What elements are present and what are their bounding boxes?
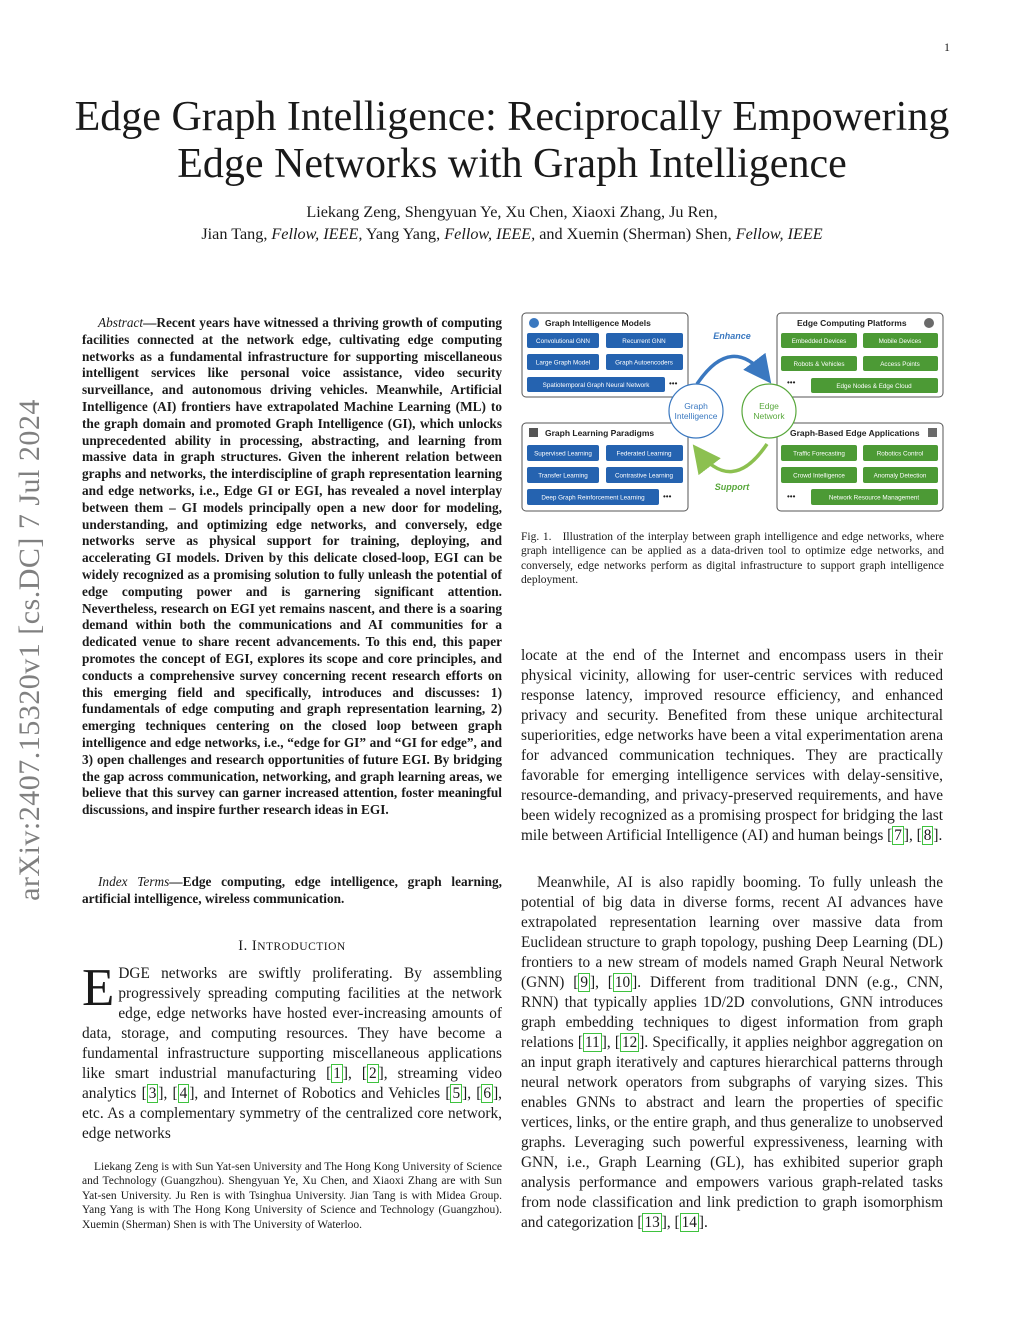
- svg-text:Network: Network: [753, 411, 785, 421]
- drop-cap: E: [82, 959, 115, 1017]
- citation-link[interactable]: 9: [580, 974, 588, 991]
- citation-link[interactable]: 5: [452, 1085, 461, 1102]
- citation-link[interactable]: 13: [644, 1214, 660, 1231]
- enhance-label: Enhance: [713, 331, 751, 341]
- figure-caption: [521, 530, 944, 588]
- citation-link[interactable]: 2: [368, 1065, 377, 1082]
- citation-link[interactable]: 1: [333, 1065, 341, 1082]
- svg-text:Edge: Edge: [759, 401, 779, 411]
- intro-paragraph: EDGE networks are swiftly proliferating. By assembling progressively spreading computing facilities at the network edge, edge networks have hosted ever-increasing amounts of data, storage, and computing resources. They have become a fundamental infrastructure supporting miscellaneous applications like smart industrial manufacturing [ 1 ], [ 2 ], streaming video analytics [ 3 ], [ 4 ], and Internet of Robotics and Vehicles [ 5 ], [ 6 ], etc. As a complementary symmetry of the centralized core network, edge networks: [82, 959, 502, 1142]
- panel-graph-intelligence-models: [522, 313, 688, 397]
- enhance-arrow: [697, 356, 767, 384]
- panel-title: Graph-Based Edge Applications: [790, 428, 920, 438]
- index-terms-text: —Edge computing, edge intelligence, graph learning, artificial intelligence, wireless communication.: [82, 874, 502, 906]
- box-label: Edge Nodes & Edge Cloud: [836, 383, 912, 390]
- ellipsis: •••: [663, 492, 672, 501]
- arxiv-stamp: arXiv:2407.15320v1 [cs.DC] 7 Jul 2024: [13, 399, 46, 901]
- citation-link[interactable]: 14: [681, 1214, 697, 1231]
- author-list: [60, 201, 964, 245]
- section-heading: I. INTRODUCTION: [238, 938, 346, 954]
- box-label: Graph Autoencoders: [615, 359, 673, 367]
- box-label: Convolutional GNN: [536, 338, 590, 345]
- body-paragraph: Meanwhile, AI is also rapidly booming. To fully unleash the potential of big data in diverse forms, recent AI advances have extrapolated representation learning over massive data from Euclidean structure to graph topology, pushing Deep Learning (DL) frontiers to a new stream of models named Graph Neural Network (GNN) [ 9 ], [ 10 ]. Different from traditional DNN (e.g., CNN, RNN) that typically applies 1D/2D convolutions, GNN introduces graph embedding techniques to digest information from graph relations [ 11 ], [ 12 ]. Specifically, it applies neighbor aggregation on an input graph iteratively and captures hierarchical patterns through neural network operators from subgraphs of varying sizes. This enables GNNs to abstract and learn the properties of specific vertices, links, or the entire graph, and thus generalize to unobserved graphs. Leveraging such powerful expressiveness, learning with GNN, i.e., Graph Learning (GL), has exhibited superior graph analysis performance and empowers various graph-related tasks from node classification and link prediction to graph isomorphism and categorization [ 13 ], [ 14 ].: [521, 874, 944, 1231]
- panel-title: Graph Intelligence Models: [545, 318, 651, 328]
- author-line-2: Jian Tang, Fellow, IEEE, Yang Yang, Fellow, IEEE, and Xuemin (Sherman) Shen, Fellow, IEEE: [201, 225, 823, 243]
- body-paragraph: locate at the end of the Internet and encompass users in their physical vicinity, allowing for user-centric services with reduced response latency, improved resource efficiency, and enhanced privacy and security. Benefited from these unique architectural superiorities, edge networks have been a vital experimentation arena for advanced communication techniques. They are practically favorable for emerging intelligence services with delay-sensitive, resource-demanding, and privacy-preserved requirements, and have been widely recognized as a promising prospect for bridging the last mile between Artificial Intelligence (AI) and human beings [ 7 ], [ 8 ].: [521, 647, 943, 844]
- abstract-text: —Recent years have witnessed a thriving growth of computing facilities connected at the network edge, cultivating edge computing networks as a fundamental infrastructure for supporting miscellaneous intelligent services like personal voice assistance, video security surveillance, and autonomous driving vehicles. Meanwhile, Artificial Intelligence (AI) frontiers have extrapolated Machine Learning (ML) to the graph domain and promoted Graph Intelligence (GI), which unlocks unprecedented ability in processing, abstracting, and learning from massive data in graph structures. Given the inherent relation between graphs and networks, the interdiscipline of graph representation learning and edge networks, i.e., Edge GI or EGI, has revealed a novel interplay between them – GI models principally open a new door for modeling, understanding, and optimizing edge networks, and conversely, edge networks serve as physical support for training, deploying, and accelerating GI models. Driven by this delicate closed-loop, EGI can be widely recognized as a promising solution to fully unleash the potential of edge computing power and is garnering significant attention. Nevertheless, research on EGI yet remains nascent, and there is a soaring demand within both the communications and AI communities for a dedicated venue to share recent advancements. To this end, this paper promotes the concept of EGI, explores its scope and core principles, and conducts a comprehensive survey concerning recent research efforts on this emerging field and specifically, introduces and discusses: 1) fundamentals of edge computing and graph representation learning, 2) emerging techniques centering on the closed loop between graph intelligence and edge networks, i.e., “edge for GI” and “GI for edge”, and 3) open challenges and research opportunities of future EGI. By bridging the gap across communication, networking, and graph learning areas, we believe that this survey can garner increased attention, foster meaningful discussions, and inspire further research ideas in EGI.: [82, 315, 502, 818]
- app-icon: [928, 428, 937, 437]
- box-label: Contrastive Learning: [614, 472, 674, 480]
- caption-label: Fig. 1.: [521, 531, 552, 543]
- citation-link[interactable]: 7: [894, 827, 902, 844]
- citation-link[interactable]: 3: [148, 1085, 157, 1102]
- graph-icon: [529, 428, 538, 437]
- citation-link[interactable]: 10: [614, 974, 631, 991]
- svg-text:Graph: Graph: [684, 401, 708, 411]
- citation-link[interactable]: 4: [179, 1085, 188, 1102]
- box-label: Crowd Intelligence: [793, 472, 845, 480]
- brain-icon: [529, 318, 539, 328]
- abstract: [82, 315, 502, 819]
- figure-1: [521, 312, 944, 514]
- edge-network-node: [742, 384, 796, 438]
- abstract-label: Abstract: [98, 315, 144, 330]
- index-terms-label: Index Terms: [98, 874, 170, 889]
- ellipsis: •••: [787, 492, 796, 501]
- box-label: Robots & Vehicles: [793, 361, 845, 368]
- author-line-1: Liekang Zeng, Shengyuan Ye, Xu Chen, Xiaoxi Zhang, Ju Ren,: [306, 203, 718, 221]
- footnote: Liekang Zeng is with Sun Yat-sen University and The Hong Kong University of Science and Technology (Guangzhou). Shengyuan Ye, Xu Chen, and Xiaoxi Zhang are with Sun Yat-sen University. Ju Ren is with Tsinghua University. Jian Tang is with Midea Group. Yang Yang is with The Hong Kong University of Science and Technology (Guangzhou). Xuemin (Sherman) Shen is with The University of Waterloo.: [82, 1161, 502, 1231]
- panel-title: Edge Computing Platforms: [797, 318, 907, 328]
- graph-intelligence-node: [669, 384, 723, 438]
- box-label: Network Resource Management: [828, 494, 920, 502]
- paper-title: Edge Graph Intelligence: Reciprocally Empowering Edge Networks with Graph Intelligence: [74, 94, 950, 187]
- box-label: Traffic Forecasting: [793, 450, 845, 458]
- box-label: Large Graph Model: [535, 359, 591, 367]
- support-arrow: [697, 444, 767, 472]
- panel-graph-based-edge-applications: [777, 423, 943, 511]
- citation-link[interactable]: 6: [483, 1085, 492, 1102]
- panel-graph-learning-paradigms: [522, 423, 688, 511]
- box-label: Supervised Learning: [534, 450, 592, 458]
- ellipsis: •••: [787, 378, 796, 387]
- box-label: Federated Learning: [616, 450, 672, 458]
- svg-text:Intelligence: Intelligence: [674, 411, 718, 421]
- box-label: Mobile Devices: [878, 338, 922, 345]
- panel-edge-computing-platforms: [777, 313, 943, 397]
- box-label: Deep Graph Reinforcement Learning: [541, 494, 645, 502]
- box-label: Anomaly Detection: [873, 472, 927, 480]
- ellipsis: •••: [669, 379, 678, 388]
- box-label: Spatiotemporal Graph Neural Network: [542, 382, 650, 389]
- box-label: Robotics Control: [876, 450, 924, 458]
- box-label: Access Points: [880, 361, 920, 368]
- box-label: Embedded Devices: [791, 338, 847, 345]
- panel-title: Graph Learning Paradigms: [545, 428, 655, 438]
- citation-link[interactable]: 12: [621, 1034, 638, 1051]
- index-terms: [82, 874, 502, 908]
- box-label: Transfer Learning: [538, 472, 588, 480]
- box-label: Recurrent GNN: [622, 338, 666, 345]
- caption-text: Illustration of the interplay between graph intelligence and edge networks, where graph intelligence can be applied as a data-driven tool to optimize edge networks, and conversely, edge networks perform as digital infrastructure to support graph intelligence deployment.: [521, 531, 945, 587]
- support-label: Support: [714, 482, 750, 492]
- citation-link[interactable]: 8: [923, 827, 932, 844]
- citation-link[interactable]: 11: [585, 1034, 600, 1051]
- page-number: 1: [944, 40, 950, 54]
- robot-icon: [924, 318, 934, 328]
